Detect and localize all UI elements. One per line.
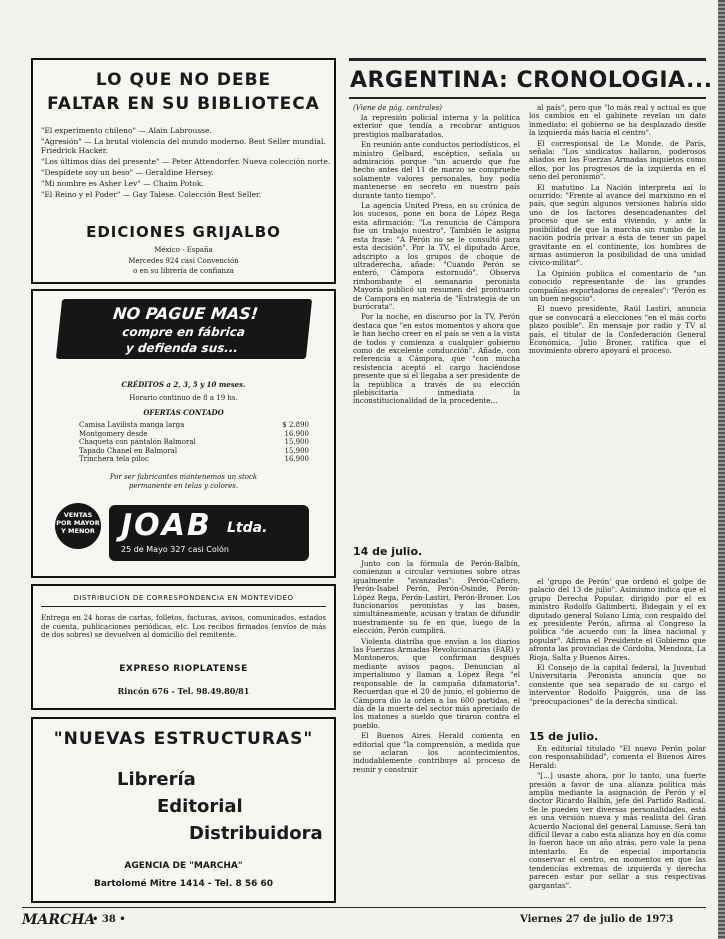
paragraph: Junto con la fórmula de Perón-Balbín, comienzan a circular versiones sobre otras igualmente "avanzadas": Perón-Cafiero, Perón-Isabel Perón, Perón-Osinde, Perón-López Rega, Perón-Lastiri, Perón-Broner. Los funcionarios peronistas y las bases, simultáneamente, acusan y tratan de difundir nuestramente su fe en que, luego de la elección, Perón cumplirá. <box>353 560 520 636</box>
offer-name: Montgomery desde <box>79 429 148 438</box>
ad-joab-brand-suffix: Ltda. <box>227 520 268 536</box>
ad-ne-word-3: Distribuidora <box>189 823 323 844</box>
ad-ne-word-1: Librería <box>117 769 196 790</box>
ad-joab-footer-2: permanente en telas y colores. <box>128 482 239 490</box>
offer-price: 15.900 <box>284 446 309 455</box>
offer-name: Chaqueta con pantalón Balmoral <box>79 438 196 446</box>
paragraph: "[...] usaste ahora, por lo tanto, una fuerte presión a favor de una alianza política más amplia mediante la asignación de Perón y el doctor Ricardo Balbín, jefe del Partido Radical. Se le pueden ver diversas personalidades, está es una versión nueva y más realista del Gran Acuerdo Nacional del general Lanusse. Será tan difícil llevar a cabo esta alianza hoy en día como lo fueron hace un año atrás, pero vale la pena intentarlo. Es de especial importancia conservar el centro, en momentos en que las tendencias extremas de izquierda y derecha parecen estar por sellar a sus respectivas gargantas". <box>529 771 706 890</box>
paragraph: Por la noche, en discurso por la TV, Perón destaca que "en estos momentos y ahora que le han hecho creer en el país se ven a la vista de todos y comienza a cualquier gobierno como de excelente conducción". Añade, con referencia a Cámpora, que "con mucha resistencia aceptó el cargo haciéndose presente que si él llegaba a ser presidente de la república a través de su elección plebiscitaria inmediata la inconstitucionalidad de la procedente... <box>353 312 520 406</box>
ad-expreso <box>31 584 336 710</box>
footer-rule <box>22 907 706 908</box>
article-column-1 <box>353 114 520 536</box>
ad-joab-offers-table <box>79 421 309 464</box>
ad-ne-address: Bartolomé Mitre 1414 - Tel. 8 56 60 <box>93 879 274 889</box>
table-row <box>79 455 309 464</box>
book-item: "Agresión" — La brutal violencia del mundo moderno. Best Seller mundial. Friedrick Hacker. <box>41 137 326 155</box>
footer-date: Viernes 27 de julio de 1973 <box>520 914 674 925</box>
ad-joab-brand-address: 25 de Mayo 327 casi Colón <box>121 545 229 554</box>
ad-joab-badge-text: VENTAS POR MAYOR Y MENOR <box>56 511 100 535</box>
ad-expreso-body: Entrega en 24 horas de cartas, folletos, facturas, avisos, comunicados, estados de cuenta, publicaciones periódicas, etc. Los recibos firmados (envíos de más de dos sobres) se devuelven al domicilio del remitente. <box>41 614 326 639</box>
ad-grijalbo-note: o en su librería de confianza <box>133 267 234 275</box>
ad-joab-brand-block <box>109 505 309 561</box>
ad-ne-title: "NUEVAS ESTRUCTURAS" <box>53 729 314 749</box>
ad-joab-offers-title: OFERTAS CONTADO <box>143 408 224 417</box>
book-item: "Los últimos días del presente" — Peter Attendorfer. Nueva colección norte. <box>41 157 331 166</box>
ad-grijalbo-title-1: LO QUE NO DEBE <box>95 70 272 90</box>
paragraph: Violenta diatriba que envían a los diarios las Fuerzas Armadas Revolucionarias (FAR) y Montoneros, que confirman después mediante avisos pagos. Denuncian al imperialismo y llaman a López Rega "el responsable de la campaña difamatoria". Recuerdan que el 20 de junio, el gobierno de Cámpora dio la orden a las 600 partidas, el día de la muerte del sector más apreciado de los matones a sueldo que tiraron contra el pueblo. <box>353 636 520 730</box>
headline-rule-bottom <box>349 97 706 99</box>
ad-joab-brand: JOAB <box>121 508 212 543</box>
table-row <box>79 430 309 439</box>
ad-expreso-contact: Rincón 676 - Tel. 98.49.80/81 <box>117 686 250 696</box>
ad-grijalbo-book-list <box>41 126 331 199</box>
article-column-4 <box>529 578 706 722</box>
paragraph: En reunión ante conductos periodísticos, el ministro Gelbard, escéptico, señala su admiración porque "un acuerdo que fue hecho antes del 11 de marzo se compruebe solamente valores personales, hoy podía mantenerse en secreto en nuestro país durante tanto tiempo". <box>353 140 520 200</box>
headline-rule-top <box>349 58 706 61</box>
article-column-2 <box>529 104 706 571</box>
ad-nuevas-estructuras <box>31 717 336 903</box>
ad-joab-badge <box>55 503 101 549</box>
paragraph: La agencia United Press, en su crónica de los sucesos, pone en boca de López Rega esta afirmación: "La renuncia de Cámpora fue un trabajo nuestro". También le asigna esta frase: "A Perón no se le consultó para esta decisión". Por la TV, el diputado Arce, adscripto a los grupos de choque de ultraderecha, añade: "Cuando Perón se enteró, Cámpora estornudó". Observa rimbombante el semanario peronista Mayoría publicó un resumen del prontuario de Campora en materia de "Estrategia de un burócrata". <box>353 201 520 311</box>
offer-price: 15.900 <box>284 438 309 446</box>
ad-grijalbo-publisher: EDICIONES GRIJALBO <box>86 223 281 241</box>
article-headline: ARGENTINA: CRONOLOGIA... <box>350 68 713 93</box>
scan-edge <box>718 0 725 939</box>
date-heading-14-julio: 14 de julio. <box>353 545 423 558</box>
paragraph: El Consejo de la capital federal, la Juventud Universitaria Peronista anuncia que no consiente que sea separado de su cargo el interventor Rodolfo Puiggrós, una de las "preocupaciones" de la derecha sindical. <box>529 663 706 706</box>
book-item: "Mi nombre es Asher Lev" — Chaim Potok. <box>41 179 204 188</box>
ad-joab <box>31 289 336 578</box>
offer-name: Tapado Chanel en Balmoral <box>79 446 178 455</box>
ad-expreso-company: EXPRESO RIOPLATENSE <box>119 664 248 674</box>
ad-ne-agency: AGENCIA DE "MARCHA" <box>124 861 243 871</box>
ad-joab-credit: CRÉDITOS a 2, 3, 5 y 10 meses. <box>121 380 246 389</box>
ad-grijalbo <box>31 58 336 284</box>
ad-joab-banner-line-2: compre en fábrica <box>121 325 246 339</box>
date-heading-15-julio: 15 de julio. <box>529 730 599 743</box>
article-continued-note: (Viene de pág. centrales) <box>353 104 442 112</box>
ad-grijalbo-title-2: FALTAR EN SU BIBLIOTECA <box>47 94 320 114</box>
paragraph: La Opinión publica el comentario de "un conocido representante de las grandes compañías exportadoras de cereales": "Perón es un buen negocio". <box>529 268 706 303</box>
ad-joab-banner-title: NO PAGUE MAS! <box>112 304 260 323</box>
article-column-3 <box>353 560 520 892</box>
paragraph: El corresponsal de Le Monde, de París, señala: "Los sindicatos hallaron, poderosos aliados en las Fuerzas Armadas inquietos como ellos, por los progresos de la izquierda en el seno del peronismo". <box>529 138 706 182</box>
divider <box>41 606 326 607</box>
book-item: "Despídete soy un beso" — Geraldine Hersey. <box>41 168 214 177</box>
paragraph: la represión policial interna y la política exterior que tendía a recobrar antiguos prestigios malbaratados. <box>353 114 520 139</box>
ad-expreso-title: DISTRIBUCION DE CORRESPONDENCIA EN MONTEVIDEO <box>73 594 294 602</box>
offer-price: 16.900 <box>284 455 309 463</box>
table-row <box>79 447 309 456</box>
table-row <box>79 421 309 430</box>
paragraph: El nuevo presidente, Raúl Lastiri, anuncia que se convocará a elecciones "en el más corto plazo posible". En mensaje por radio y TV al país, el titular de la Confederación General Económica, Julio Broner, ratifica que el movimiento obrero apoyará el proceso. <box>529 304 706 356</box>
ad-joab-footer-1: Por ser fabricantes mantenemos un stock <box>109 473 258 481</box>
footer-page-number: • 38 • <box>92 914 126 925</box>
offer-price: 16.900 <box>284 429 309 438</box>
paragraph: al país", pero que "lo más real y actual es que los cambios en el gabinete revelan un dato inmediato: el gobierno se ha desplazado desde la izquierda más hacia el centro". <box>529 104 706 138</box>
ad-joab-hours: Horario continuo de 8 a 19 hs. <box>129 394 238 402</box>
ad-grijalbo-address: Mercedes 924 casi Convención <box>128 257 239 265</box>
article-column-5 <box>529 745 706 895</box>
ad-joab-banner <box>56 299 312 359</box>
ad-ne-word-2: Editorial <box>157 796 243 817</box>
paragraph: El matutino La Nación interpreta así lo ocurrido: "Frente al avance del marxismo en el país, que según algunos versiones habría sido uno de los factores desencadenantes del proceso que se está viviendo, y ante la posibilidad de que la marcha sin rumbo de la nación podría privar a ésta de tener un papel gravitante en el continente, los hombres de armas asumieron la posibilidad de una unidad cívico-militar". <box>529 182 706 268</box>
book-item: "El Reino y el Poder" — Gay Talese. Colección Best Seller. <box>41 190 262 199</box>
ad-joab-banner-line-3: y defienda sus... <box>125 341 239 355</box>
offer-name: Camisa Lavilista manga larga <box>79 421 185 429</box>
footer-masthead: MARCHA <box>22 912 96 928</box>
paragraph: el 'grupo de Perón' que ordenó el golpe de palacio del 13 de julio". Asimismo indica que el grupo Derecha Popular, dirigido por el ex ministro Rodolfo Galimberti, Bidegain y el ex diputado general Solano Lima, con respaldo del ex presidente Perón, afirma al Congreso la política "de acuerdo con la línea nacional y popular". Afirma el Presidente el Gobierno que afronta las provincias de Córdoba, Mendoza, La Rioja, Salta y Buenos Aires. <box>529 578 706 662</box>
offer-name: Trinchera tela piloc <box>79 455 149 463</box>
table-row <box>79 438 309 447</box>
paragraph: En editorial titulado "El nuevo Perón polar con responsabilidad", comenta el Buenos Aires Herald: <box>529 745 706 770</box>
offer-price: $ 2.890 <box>282 421 309 429</box>
ad-grijalbo-city: México - España <box>154 246 213 254</box>
book-item: "El experimento chileno" — Alain Labrousse. <box>41 126 212 135</box>
paragraph: El Buenos Aires Herald comenta en editorial que "la comprensión, a medida que se aclaran los acontecimientos, indudablemente contribuye al proceso de reunir y construir <box>353 731 520 774</box>
